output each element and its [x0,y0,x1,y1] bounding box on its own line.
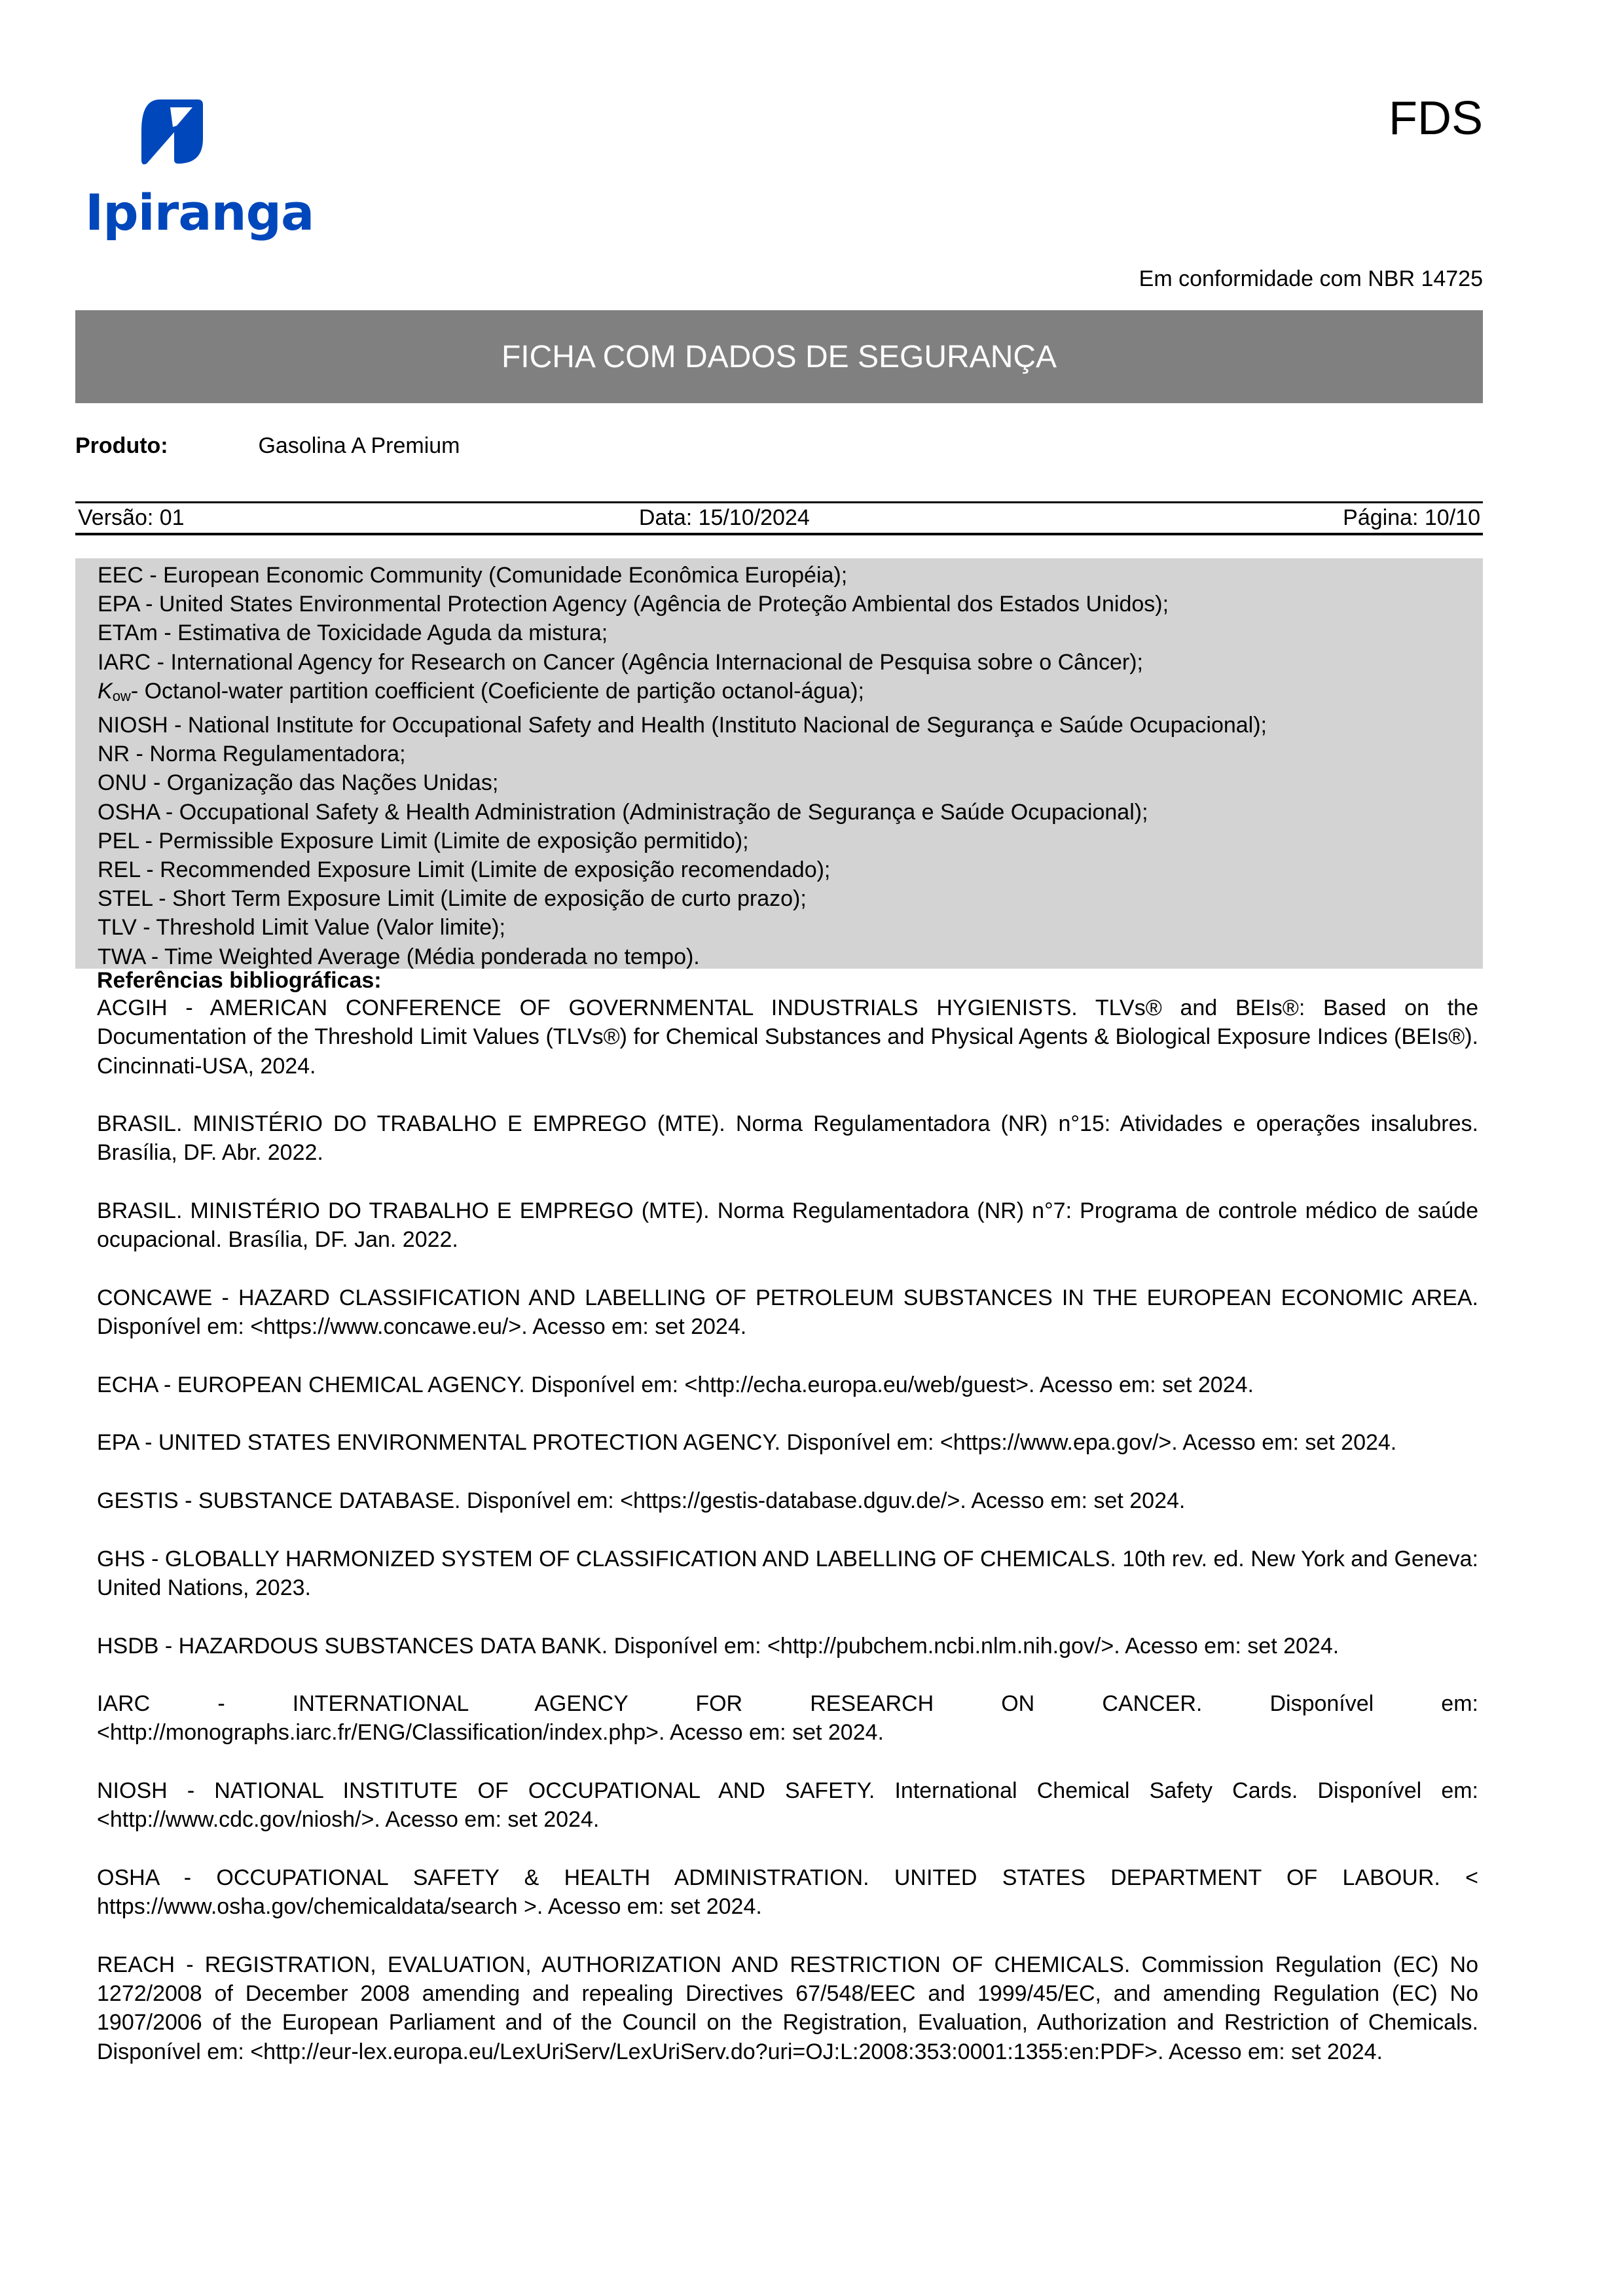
reference-item: OSHA - OCCUPATIONAL SAFETY & HEALTH ADMINISTRATION. UNITED STATES DEPARTMENT OF LABOUR. < https://www.osha.gov/chemicaldata/search >. Acesso em: set 2024. [97,1865,1478,1920]
abbreviation-item: PEL - Permissible Exposure Limit (Limite de exposição permitido); [98,828,749,853]
kow-text: - Octanol-water partition coefficient (Coeficiente de partição octanol-água); [130,678,864,704]
product-value: Gasolina A Premium [258,433,460,458]
reference-item: ECHA - EUROPEAN CHEMICAL AGENCY. Disponível em: <http://echa.europa.eu/web/guest>. Acesso em: set 2024. [97,1372,1254,1397]
document-title-bar [75,310,1483,403]
abbreviation-item: NR - Norma Regulamentadora; [98,742,406,767]
document-meta-bar [75,501,1483,535]
reference-item: GESTIS - SUBSTANCE DATABASE. Disponível em: <https://gestis-database.dguv.de/>. Acesso em: set 2024. [97,1488,1186,1514]
abbreviation-item: ONU - Organização das Nações Unidas; [98,770,499,796]
reference-item: BRASIL. MINISTÉRIO DO TRABALHO E EMPREGO (MTE). Norma Regulamentadora (NR) n°7: Programa de controle médico de saúde ocupacional. Brasília, DF. Jan. 2022. [97,1198,1478,1253]
reference-item: EPA - UNITED STATES ENVIRONMENTAL PROTECTION AGENCY. Disponível em: <https://www.epa.gov/>. Acesso em: set 2024. [97,1430,1397,1456]
page-number: Página: 10/10 [1343,505,1480,530]
references-heading: Referências bibliográficas: [97,968,382,993]
ipiranga-logo [85,98,314,242]
product-label: Produto: [75,433,168,458]
references-section [97,967,1478,2095]
abbreviation-item: NIOSH - National Institute for Occupational Safety and Health (Instituto Nacional de Segurança e Saúde Ocupacional); [98,713,1267,738]
abbreviation-item: TLV - Threshold Limit Value (Valor limite); [98,915,505,941]
abbreviation-item: STEL - Short Term Exposure Limit (Limite de exposição de curto prazo); [98,886,807,912]
abbreviation-item: OSHA - Occupational Safety & Health Administration (Administração de Segurança e Saúde Ocupacional); [98,799,1148,825]
document-title: FICHA COM DADOS DE SEGURANÇA [501,339,1057,374]
document-code: FDS [1389,92,1483,145]
conformity-note: Em conformidade com NBR 14725 [1139,266,1483,291]
abbreviation-item: REL - Recommended Exposure Limit (Limite de exposição recomendado); [98,857,831,883]
brand-name: Ipiranga [85,183,314,242]
abbreviation-item-kow [98,677,1461,711]
abbreviation-item: IARC - International Agency for Research on Cancer (Agência Internacional de Pesquisa sobre o Câncer); [98,649,1143,675]
abbreviation-item: TWA - Time Weighted Average (Média ponderada no tempo). [98,944,700,969]
abbreviation-item: EPA - United States Environmental Protection Agency (Agência de Proteção Ambiental dos Estados Unidos); [98,592,1169,617]
product-row [75,433,460,459]
reference-item: NIOSH - NATIONAL INSTITUTE OF OCCUPATIONAL AND SAFETY. International Chemical Safety Cards. Disponível em: <http://www.cdc.gov/niosh/>. Acesso em: set 2024. [97,1778,1478,1833]
reference-item: ACGIH - AMERICAN CONFERENCE OF GOVERNMENTAL INDUSTRIALS HYGIENISTS. TLVs® and BEIs®: Based on the Documentation of the Threshold Limit Values (TLVs®) for Chemical Substances and Physical Agents & Biological Exposure Indices (BEIs®). Cincinnati-USA, 2024. [97,996,1478,1079]
kow-symbol: K [98,678,113,704]
abbreviations-box [75,558,1483,969]
version-text: Versão: 01 [78,505,185,530]
ipiranga-logo-icon [140,98,206,170]
abbreviation-item: EEC - European Economic Community (Comunidade Econômica Européia); [98,563,848,588]
reference-item: BRASIL. MINISTÉRIO DO TRABALHO E EMPREGO (MTE). Norma Regulamentadora (NR) n°15: Atividades e operações insalubres. Brasília, DF. Abr. 2022. [97,1111,1478,1166]
reference-item: HSDB - HAZARDOUS SUBSTANCES DATA BANK. Disponível em: <http://pubchem.ncbi.nlm.nih.gov/>. Acesso em: set 2024. [97,1633,1340,1659]
reference-item: CONCAWE - HAZARD CLASSIFICATION AND LABELLING OF PETROLEUM SUBSTANCES IN THE EUROPEAN ECONOMIC AREA. Disponível em: <https://www.concawe.eu/>. Acesso em: set 2024. [97,1285,1478,1340]
reference-item: REACH - REGISTRATION, EVALUATION, AUTHORIZATION AND RESTRICTION OF CHEMICALS. Commission Regulation (EC) No 1272/2008 of December 2008 amending and repealing Directives 67/548/EEC and 1999/45/EC, and amending Regulation (EC) No 1907/2006 of the European Parliament and of the Council on the Registration, Evaluation, Authorization and Restriction of Chemicals. Disponível em: <http://eur-lex.europa.eu/LexUriServ/LexUriServ.do?uri=OJ:L:2008:353:0001:1355:en:PDF>. Acesso em: set 2024. [97,1952,1478,2064]
abbreviation-item: ETAm - Estimativa de Toxicidade Aguda da mistura; [98,620,608,646]
kow-subscript: ow [112,687,131,704]
reference-item: IARC - INTERNATIONAL AGENCY FOR RESEARCH ON CANCER. Disponível em: <http://monographs.iarc.fr/ENG/Classification/index.php>. Acesso em: set 2024. [97,1691,1478,1746]
date-text: Data: 15/10/2024 [638,505,810,530]
reference-item: GHS - GLOBALLY HARMONIZED SYSTEM OF CLASSIFICATION AND LABELLING OF CHEMICALS. 10th rev. ed. New York and Geneva: United Nations, 2023. [97,1546,1478,1600]
